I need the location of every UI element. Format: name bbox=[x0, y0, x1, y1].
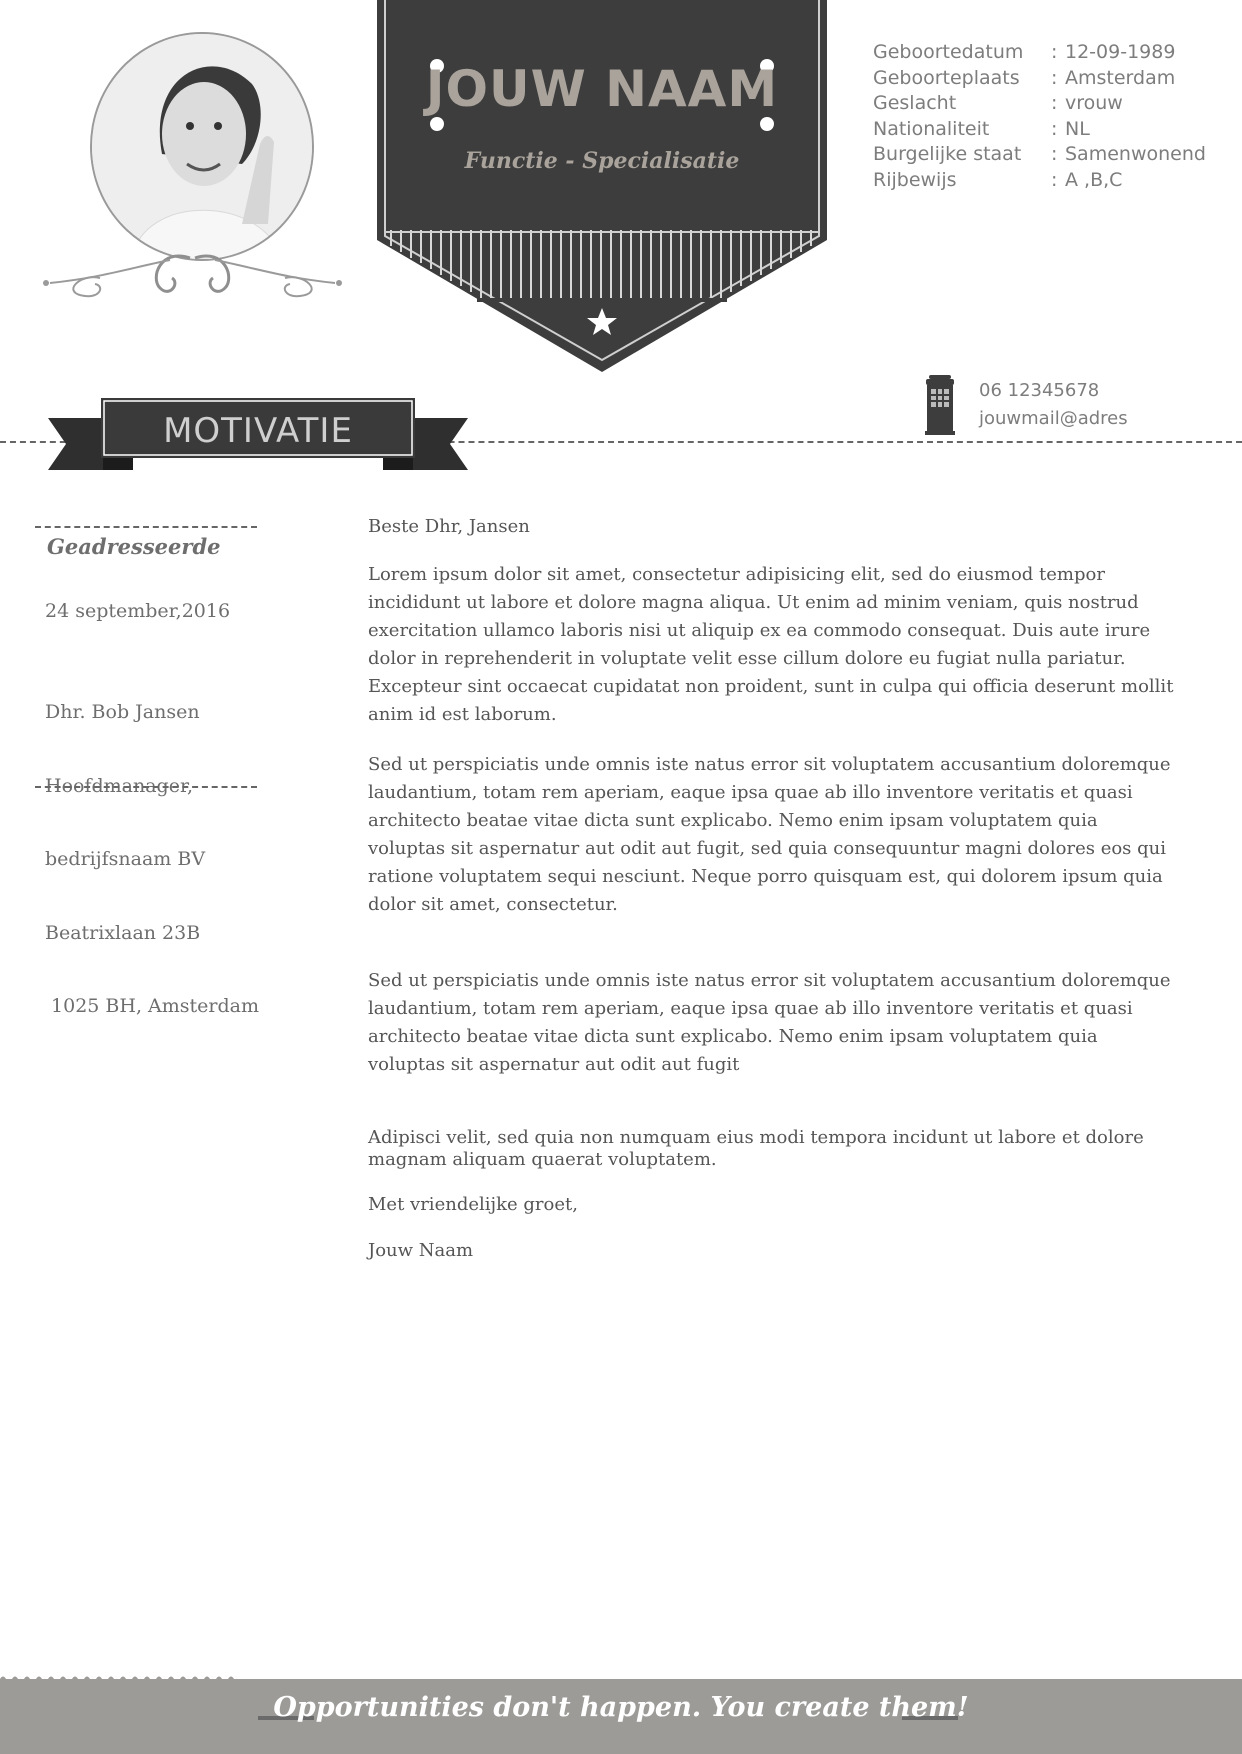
info-label: Geslacht bbox=[873, 92, 957, 114]
footer-edge bbox=[0, 1674, 1242, 1682]
address-line: 1025 BH, Amsterdam bbox=[45, 995, 260, 1017]
info-value: NL bbox=[1065, 117, 1090, 140]
name-banner bbox=[377, 0, 827, 372]
info-value: Samenwonend bbox=[1065, 143, 1206, 165]
photo-ornament bbox=[40, 248, 345, 316]
info-value: vrouw bbox=[1065, 92, 1123, 114]
info-colon: : bbox=[1051, 92, 1058, 114]
footer-quote: Opportunities don't happen. You create them! bbox=[273, 1692, 969, 1723]
sidebar-divider-top bbox=[35, 526, 257, 528]
info-row bbox=[873, 117, 1206, 143]
profile-photo-image bbox=[92, 34, 312, 259]
letter-paragraph: Sed ut perspiciatis unde omnis iste natus error sit voluptatem accusantium doloremque laudantium, totam rem aperiam, eaque ipsa quae ab illo inventore veritatis et quasi architecto beatae vitae dicta sunt explicabo. Nemo enim ipsam voluptatem quia voluptas sit aspernatur aut odit aut fugit bbox=[368, 970, 1171, 1075]
info-label: Geboorteplaats bbox=[873, 66, 1020, 89]
candidate-name: JOUW NAAM bbox=[425, 60, 779, 118]
letter-body bbox=[368, 513, 1180, 1265]
info-row bbox=[873, 168, 1206, 194]
info-label: Geboortedatum bbox=[873, 41, 1024, 63]
phone-number: 06 12345678 bbox=[979, 380, 1100, 401]
recipient-heading: Geadresseerde bbox=[47, 534, 221, 559]
info-row bbox=[873, 142, 1206, 168]
letter-paragraph: Adipisci velit, sed quia non numquam eius modi tempora incidunt ut labore et dolore magnam aliquam quaerat voluptatem. bbox=[368, 1127, 1144, 1170]
recipient-address bbox=[45, 651, 259, 1043]
personal-info bbox=[873, 40, 1206, 193]
sidebar-divider-bottom bbox=[35, 786, 257, 788]
section-title: MOTIVATIE bbox=[163, 411, 353, 451]
info-label: Burgelijke staat bbox=[873, 143, 1022, 165]
info-row bbox=[873, 66, 1206, 92]
letter-paragraph: Lorem ipsum dolor sit amet, consectetur adipisicing elit, sed do eiusmod tempor incididunt ut labore et dolore magna aliqua. Ut enim ad minim veniam, quis nostrud exercitation ullamco laboris nisi ut aliquip ex ea commodo consequat. Duis aute irure dolor in reprehenderit in voluptate velit esse cillum dolore eu fugiat nulla pariatur. Excepteur sint occaecat cupidatat non proident, sunt in culpa qui officia deserunt mollit anim id est laborum. bbox=[368, 564, 1174, 725]
job-title: Functie - Specialisatie bbox=[464, 148, 740, 174]
letter-paragraph: Sed ut perspiciatis unde omnis iste natus error sit voluptatem accusantium doloremque laudantium, totam rem aperiam, eaque ipsa quae ab illo inventore veritatis et quasi architecto beatae vitae dicta sunt explicabo. Nemo enim ipsam voluptatem quia voluptas sit aspernatur aut odit aut fugit, sed quia consequuntur magni dolores eos qui ratione voluptatem sequi nesciunt. Neque porro quisquam est, qui dolorem ipsum quia dolor sit amet, consectetur. bbox=[368, 754, 1171, 915]
info-row bbox=[873, 91, 1206, 117]
contact-details bbox=[979, 377, 1128, 433]
address-line: Hoofdmanager, bbox=[45, 774, 193, 797]
info-colon: : bbox=[1051, 66, 1058, 89]
address-line: Dhr. Bob Jansen bbox=[45, 701, 200, 723]
info-value: 12-09-1989 bbox=[1065, 41, 1176, 63]
info-row bbox=[873, 40, 1206, 66]
letter-date: 24 september,2016 bbox=[45, 600, 231, 622]
email-address: jouwmail@adres bbox=[979, 408, 1128, 429]
info-label: Rijbewijs bbox=[873, 168, 957, 191]
info-colon: : bbox=[1051, 168, 1058, 191]
info-colon: : bbox=[1051, 41, 1058, 63]
letter-salutation: Beste Dhr, Jansen bbox=[368, 516, 530, 537]
address-line: Beatrixlaan 23B bbox=[45, 921, 201, 944]
info-colon: : bbox=[1051, 143, 1058, 165]
profile-photo bbox=[90, 32, 314, 261]
info-colon: : bbox=[1051, 117, 1058, 140]
letter-closing: Met vriendelijke groet, bbox=[368, 1194, 578, 1215]
phone-booth-icon bbox=[924, 373, 956, 435]
address-line: bedrijfsnaam BV bbox=[45, 848, 206, 870]
info-value: A ,B,C bbox=[1065, 168, 1123, 191]
info-label: Nationaliteit bbox=[873, 117, 990, 140]
info-value: Amsterdam bbox=[1065, 66, 1176, 89]
letter-signature: Jouw Naam bbox=[368, 1240, 474, 1261]
